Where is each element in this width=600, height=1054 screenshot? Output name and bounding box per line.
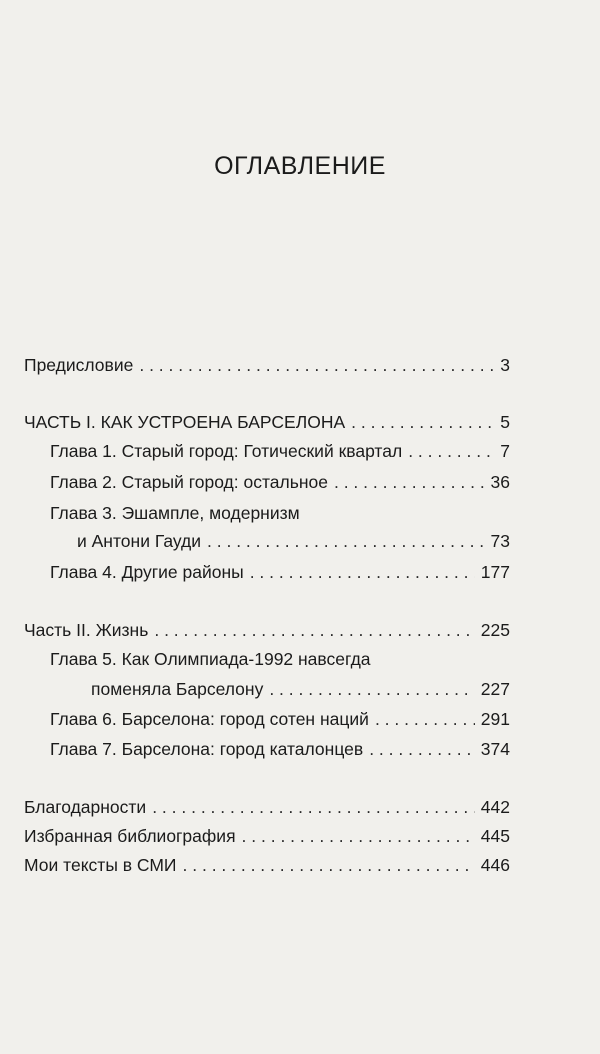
toc-entry-chapter-7 — [50, 738, 510, 760]
toc-page-number: 36 — [490, 472, 510, 492]
page-title: ОГЛАВЛЕНИЕ — [214, 152, 386, 180]
toc-entry-title: Глава 6. Барселона: город сотен наций — [50, 709, 369, 729]
toc-entry-title: Глава 1. Старый город: Готический квартал — [50, 441, 403, 461]
toc-entry-chapter-1 — [50, 440, 510, 462]
toc-entry-chapter-5 — [91, 678, 510, 700]
toc-page-number: 5 — [500, 412, 510, 432]
toc-entry-title: Предисловие — [24, 355, 134, 375]
toc-entry-chapter-3-line-1: Глава 3. Эшампле, модернизм — [50, 503, 300, 523]
leader-dots — [242, 825, 475, 847]
toc-entry-preface — [24, 354, 510, 376]
toc-entry-title: Глава 2. Старый город: остальное — [50, 472, 328, 492]
toc-entry-media-texts — [24, 854, 510, 876]
toc-entry-bibliography — [24, 825, 510, 847]
toc-entry-chapter-2 — [50, 471, 510, 493]
toc-page-number: 3 — [500, 355, 510, 375]
toc-page-number: 177 — [480, 562, 510, 582]
leader-dots — [269, 678, 474, 700]
leader-dots — [154, 619, 474, 641]
toc-entry-acknowledgements — [24, 796, 510, 818]
toc-entry-chapter-4 — [50, 561, 510, 583]
toc-page-number: 374 — [480, 739, 510, 759]
toc-page-number: 442 — [480, 797, 510, 817]
toc-entry-chapter-5-line-1: Глава 5. Как Олимпиада-1992 навсегда — [50, 649, 371, 669]
toc-entry-title: ЧАСТЬ I. КАК УСТРОЕНА БАРСЕЛОНА — [24, 412, 346, 432]
leader-dots — [183, 854, 475, 876]
toc-entry-title: и Антони Гауди — [77, 531, 202, 551]
leader-dots — [408, 440, 494, 462]
toc-page-number: 7 — [500, 441, 510, 461]
toc-page-number: 227 — [480, 679, 510, 699]
leader-dots — [250, 561, 475, 583]
toc-entry-title: Глава 4. Другие районы — [50, 562, 244, 582]
toc-page-number: 225 — [480, 620, 510, 640]
toc-page-number: 445 — [480, 826, 510, 846]
toc-entry-title: Часть II. Жизнь — [24, 620, 149, 640]
toc-page-number: 446 — [480, 855, 510, 875]
toc-entry-title: Глава 7. Барселона: город каталонцев — [50, 739, 364, 759]
leader-dots — [139, 354, 494, 376]
leader-dots — [334, 471, 485, 493]
toc-entry-title: Избранная библиография — [24, 826, 236, 846]
toc-entry-title: Благодарности — [24, 797, 147, 817]
toc-entry-chapter-6 — [50, 708, 510, 730]
toc-entry-part-1 — [24, 411, 510, 433]
toc-entry-title: поменяла Барселону — [91, 679, 264, 699]
leader-dots — [152, 796, 475, 818]
toc-entry-part-2 — [24, 619, 510, 641]
toc-entry-title: Мои тексты в СМИ — [24, 855, 177, 875]
leader-dots — [207, 530, 485, 552]
leader-dots — [351, 411, 494, 433]
toc-page-number: 291 — [480, 709, 510, 729]
leader-dots — [375, 708, 475, 730]
toc-entry-chapter-3 — [77, 530, 510, 552]
toc-page-number: 73 — [490, 531, 510, 551]
leader-dots — [369, 738, 475, 760]
